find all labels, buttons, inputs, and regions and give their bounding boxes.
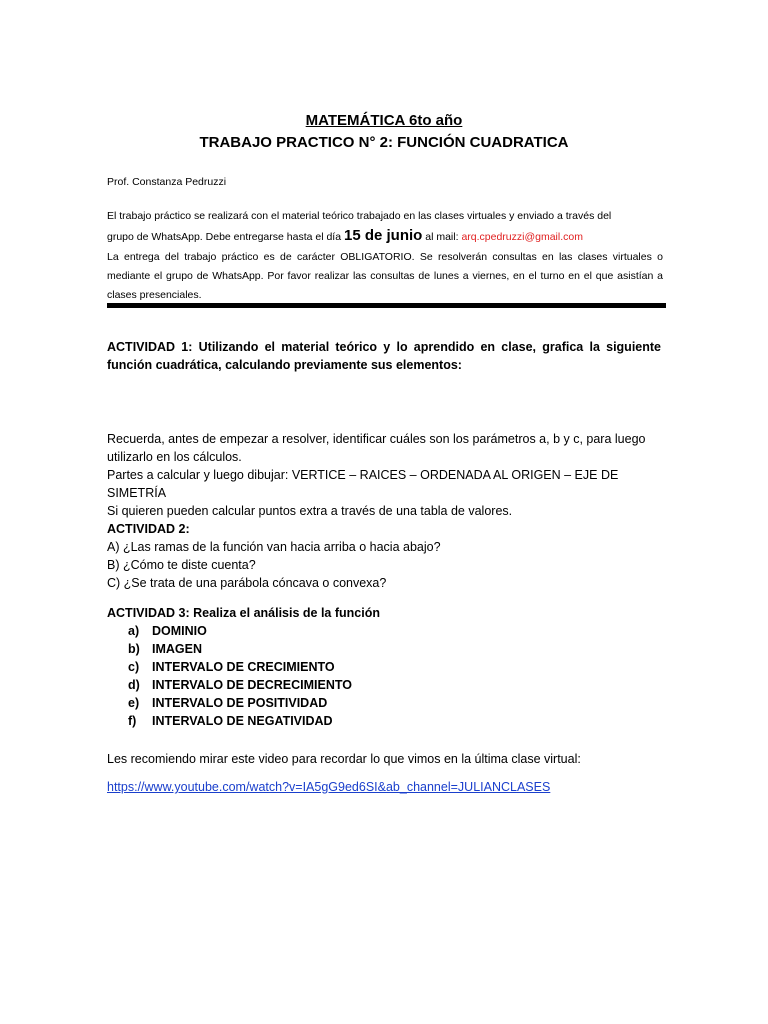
list-item: [107, 640, 667, 658]
email-address: arq.cpedruzzi@gmail.com: [461, 231, 583, 243]
list-item-text: INTERVALO DE NEGATIVIDAD: [152, 714, 333, 728]
separator-rule: [107, 303, 666, 308]
list-item-label: b): [128, 642, 140, 656]
intro-line-2-b: al mail:: [422, 231, 462, 243]
activity-3-list: [107, 622, 667, 730]
mandatory-paragraph: [107, 248, 663, 305]
list-item-text: INTERVALO DE POSITIVIDAD: [152, 696, 328, 710]
reminder-line-2: Partes a calcular y luego dibujar: VERTICE – RAICES – ORDENADA AL ORIGEN – EJE DE SIMETRÍA: [107, 468, 619, 500]
mandatory-word: OBLIGATORIO: [340, 251, 412, 263]
document-title: MATEMÁTICA 6to año: [305, 112, 463, 129]
list-item-text: DOMINIO: [152, 624, 207, 638]
activity-2-item-b: B) ¿Cómo te diste cuenta?: [107, 558, 256, 572]
document-subtitle: TRABAJO PRACTICO N° 2: FUNCIÓN CUADRATICA: [199, 134, 569, 151]
list-item-text: INTERVALO DE DECRECIMIENTO: [152, 678, 353, 692]
list-item: [107, 676, 667, 694]
reminder-line-1: Recuerda, antes de empezar a resolver, identificar cuáles son los parámetros a, b y c, para luego utilizarlo en los cálculos.: [107, 432, 646, 464]
activity-2: [107, 520, 667, 592]
activity-1: ACTIVIDAD 1: Utilizando el material teórico y lo aprendido en clase, grafica la siguiente función cuadrática, calculando previamente sus elementos:: [107, 340, 661, 372]
intro-line-2: [107, 226, 663, 247]
intro-paragraph: [107, 207, 663, 247]
reminder-block: [107, 430, 667, 520]
list-item-label: e): [128, 696, 140, 710]
activity-3: [107, 604, 667, 730]
list-item-label: f): [128, 714, 137, 728]
list-item-text: IMAGEN: [152, 642, 202, 656]
activity-2-item-a: A) ¿Las ramas de la función van hacia arriba o hacia abajo?: [107, 540, 441, 554]
list-item-label: c): [128, 660, 140, 674]
reminder-line-3: Si quieren pueden calcular puntos extra a través de una tabla de valores.: [107, 504, 513, 518]
mandatory-text-b: . Se resolverán consultas en las clases virtuales o mediante el grupo de WhatsApp. Por favor realizar las consultas de lunes a viernes, en el turno en el que asistían a clases presenciales.: [107, 251, 663, 301]
intro-line-2-a: grupo de WhatsApp. Debe entregarse hasta el día: [107, 231, 344, 243]
activity-2-title: ACTIVIDAD 2:: [107, 522, 190, 536]
list-item-label: d): [128, 678, 140, 692]
author-line: Prof. Constanza Pedruzzi: [107, 176, 227, 188]
deadline-date: 15 de junio: [343, 227, 423, 244]
list-item: [107, 712, 667, 730]
list-item-label: a): [128, 624, 140, 638]
video-recommendation: Les recomiendo mirar este video para recordar lo que vimos en la última clase virtual:: [107, 752, 581, 766]
list-item: [107, 658, 667, 676]
list-item: [107, 694, 667, 712]
activity-2-item-c: C) ¿Se trata de una parábola cóncava o convexa?: [107, 576, 387, 590]
intro-line-1: El trabajo práctico se realizará con el material teórico trabajado en las clases virtuales y enviado a través del: [107, 210, 612, 222]
video-link[interactable]: https://www.youtube.com/watch?v=IA5gG9ed6SI&ab_channel=JULIANCLASES: [107, 780, 551, 794]
mandatory-text-a: La entrega del trabajo práctico es de carácter: [107, 251, 341, 263]
list-item: [107, 622, 667, 640]
activity-3-title: ACTIVIDAD 3: Realiza el análisis de la función: [107, 606, 380, 620]
list-item-text: INTERVALO DE CRECIMIENTO: [152, 660, 335, 674]
